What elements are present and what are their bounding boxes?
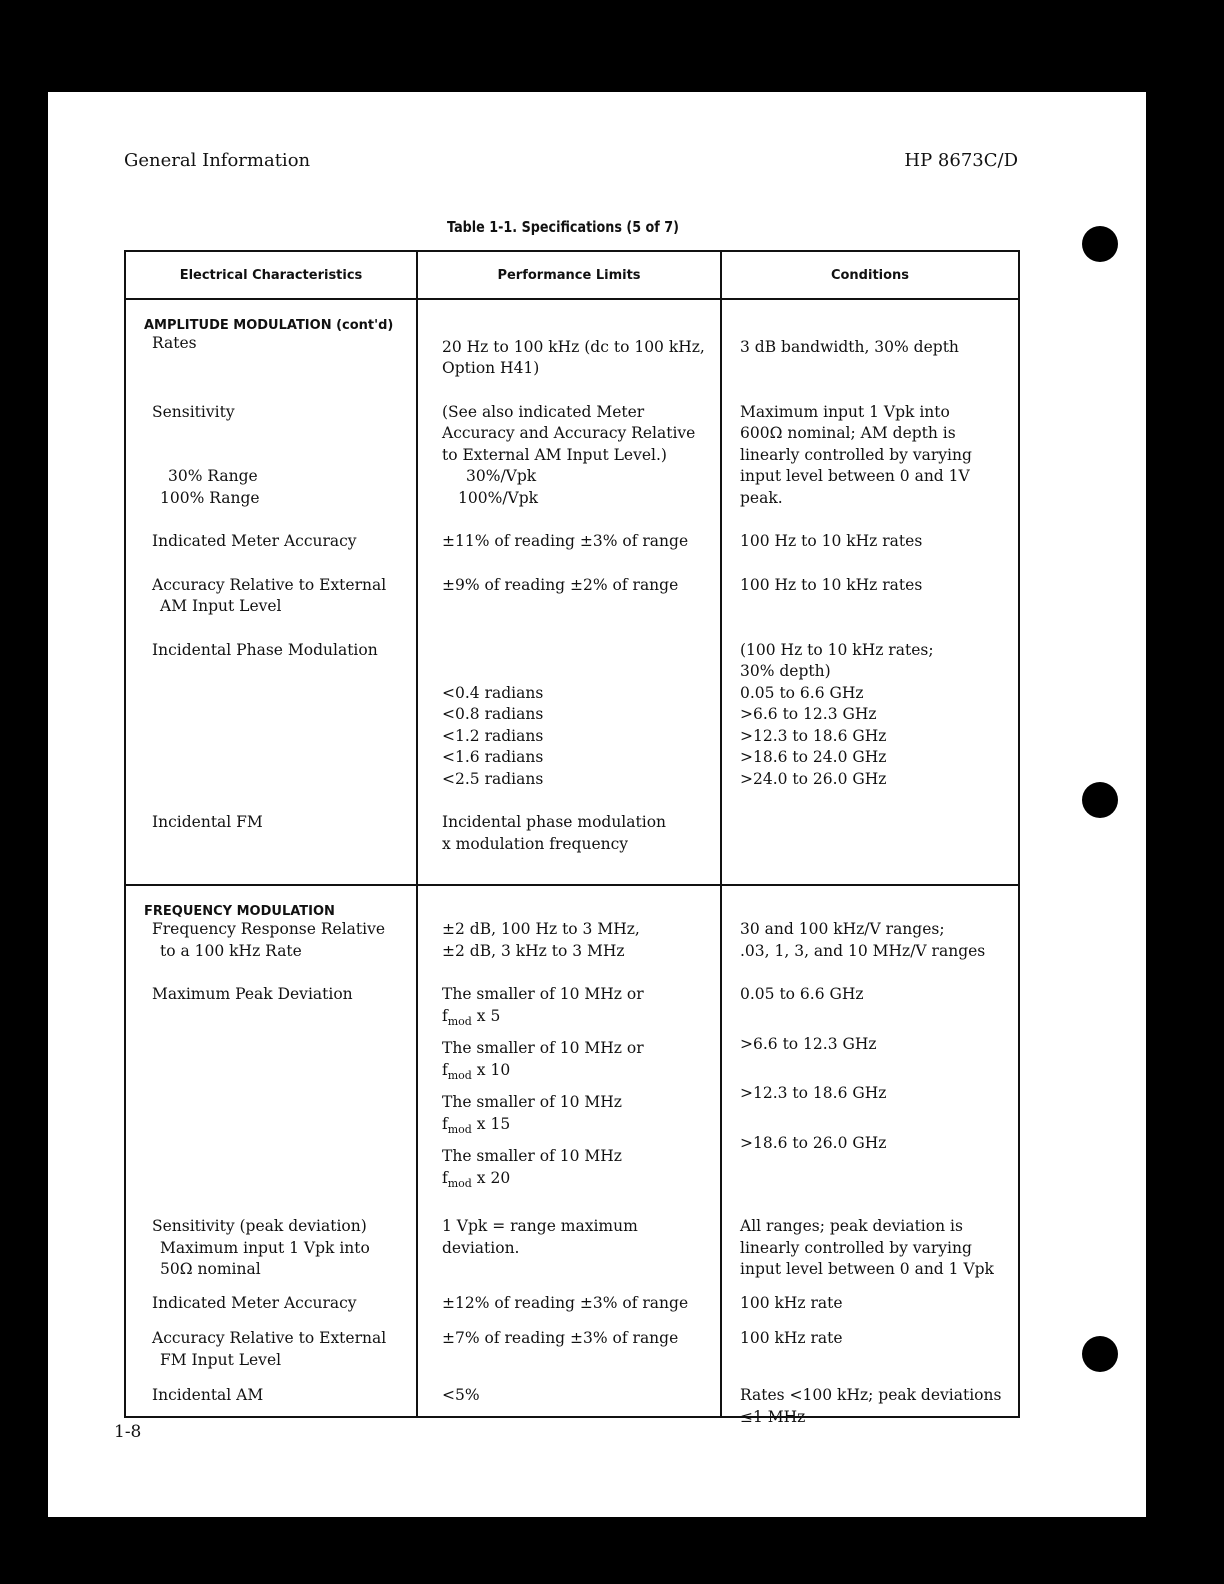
condition-text: 100 kHz rate bbox=[740, 1293, 843, 1312]
column-header: Conditions bbox=[830, 267, 910, 283]
limit-text: deviation. bbox=[442, 1238, 520, 1257]
condition-text: peak. bbox=[740, 488, 783, 507]
limit-text: $f_{mod}$ x 15 bbox=[442, 1114, 511, 1136]
row-label: Indicated Meter Accuracy bbox=[152, 532, 357, 550]
section-title: AMPLITUDE MODULATION (cont'd) bbox=[144, 318, 394, 333]
row-label: Incidental Phase Modulation bbox=[152, 640, 378, 659]
fm-section bbox=[126, 886, 1018, 1426]
condition-text: .03, 1, 3, and 10 MHz/V ranges bbox=[740, 941, 986, 960]
table-row bbox=[126, 984, 1018, 1194]
condition-text: 30 and 100 kHz/V ranges; bbox=[740, 920, 945, 938]
condition-text: input level between 0 and 1V bbox=[740, 467, 970, 485]
limit-text: $f_{mod}$ x 10 bbox=[442, 1060, 511, 1082]
limit-text: ±11% of reading ±3% of range bbox=[442, 532, 689, 550]
limit-text: <1.2 radians bbox=[442, 726, 544, 745]
table-title: Table 1-1. Specifications (5 of 7) bbox=[447, 218, 679, 236]
row-label: Indicated Meter Accuracy bbox=[152, 1293, 357, 1312]
limit-text: 1 Vpk = range maximum bbox=[442, 1217, 638, 1236]
limit-text: 30%/Vpk bbox=[466, 467, 537, 485]
limit-text: ±9% of reading ±2% of range bbox=[442, 575, 679, 594]
document-page bbox=[48, 92, 1146, 1517]
limit-text: ±12% of reading ±3% of range bbox=[442, 1293, 689, 1312]
condition-text: >24.0 to 26.0 GHz bbox=[740, 769, 887, 788]
condition-text: >18.6 to 24.0 GHz bbox=[740, 748, 887, 766]
limit-text: Incidental phase modulation bbox=[442, 813, 667, 831]
punch-hole-icon bbox=[1082, 226, 1118, 262]
condition-text: linearly controlled by varying bbox=[740, 1238, 972, 1257]
table-row bbox=[126, 1385, 1018, 1428]
limit-text: $f_{mod}$ x 5 bbox=[442, 1006, 501, 1028]
condition-text: 0.05 to 6.6 GHz bbox=[740, 985, 864, 1003]
row-label: Sensitivity bbox=[152, 402, 235, 421]
limit-text: The smaller of 10 MHz or bbox=[442, 985, 644, 1003]
limit-text: The smaller of 10 MHz bbox=[442, 1093, 622, 1112]
row-label: 30% Range bbox=[168, 467, 258, 485]
row-label: Frequency Response Relative bbox=[152, 920, 386, 938]
limit-text: The smaller of 10 MHz bbox=[442, 1147, 622, 1166]
column-header: Electrical Characteristics bbox=[126, 252, 418, 298]
table-row bbox=[126, 812, 1018, 855]
am-section bbox=[126, 300, 1018, 886]
condition-text: 100 Hz to 10 kHz rates bbox=[740, 575, 923, 594]
header-section-title: General Information bbox=[124, 150, 311, 171]
row-label: Maximum Peak Deviation bbox=[152, 985, 353, 1003]
row-label: Sensitivity (peak deviation) bbox=[152, 1217, 367, 1236]
row-label: Maximum input 1 Vpk into bbox=[160, 1238, 370, 1257]
condition-text: >18.6 to 26.0 GHz bbox=[740, 1133, 887, 1152]
punch-hole-icon bbox=[1082, 1336, 1118, 1372]
row-label: FM Input Level bbox=[160, 1350, 282, 1369]
row-label: Rates bbox=[152, 334, 197, 352]
row-label: Incidental FM bbox=[152, 813, 263, 831]
limit-text: x modulation frequency bbox=[442, 834, 629, 853]
condition-text: 600Ω nominal; AM depth is bbox=[740, 424, 956, 442]
limit-text: <5% bbox=[442, 1386, 480, 1405]
table-row bbox=[126, 1328, 1018, 1371]
condition-text: input level between 0 and 1 Vpk bbox=[740, 1260, 994, 1279]
limit-text: 20 Hz to 100 kHz (dc to 100 kHz, bbox=[442, 337, 705, 356]
limit-text: The smaller of 10 MHz or bbox=[442, 1039, 644, 1058]
limit-text: Accuracy and Accuracy Relative bbox=[442, 424, 696, 442]
condition-text: >6.6 to 12.3 GHz bbox=[740, 705, 877, 723]
condition-text: All ranges; peak deviation is bbox=[740, 1217, 963, 1236]
condition-text: Maximum input 1 Vpk into bbox=[740, 402, 950, 421]
table-row bbox=[126, 333, 1018, 380]
table-row bbox=[126, 575, 1018, 618]
condition-text: linearly controlled by varying bbox=[740, 445, 972, 464]
limit-text: Option H41) bbox=[442, 359, 540, 377]
condition-text: >12.3 to 18.6 GHz bbox=[740, 1084, 887, 1102]
condition-text: ≤1 MHz bbox=[740, 1407, 806, 1426]
page-number: 1-8 bbox=[114, 1422, 142, 1442]
limit-text: $f_{mod}$ x 20 bbox=[442, 1168, 511, 1190]
condition-text: >6.6 to 12.3 GHz bbox=[740, 1034, 877, 1053]
condition-text: (100 Hz to 10 kHz rates; bbox=[740, 640, 934, 659]
limit-text: ±2 dB, 3 kHz to 3 MHz bbox=[442, 941, 625, 960]
header-model-number: HP 8673C/D bbox=[904, 150, 1018, 171]
row-label: 100% Range bbox=[160, 488, 260, 507]
limit-text: ±7% of reading ±3% of range bbox=[442, 1329, 679, 1348]
row-label: AM Input Level bbox=[160, 597, 282, 615]
condition-text: Rates <100 kHz; peak deviations bbox=[740, 1386, 1002, 1405]
condition-text: >12.3 to 18.6 GHz bbox=[740, 726, 887, 745]
column-header: Performance Limits bbox=[418, 252, 722, 298]
limit-text: <0.8 radians bbox=[442, 705, 544, 723]
row-label: Accuracy Relative to External bbox=[152, 1329, 387, 1348]
table-row bbox=[126, 531, 1018, 553]
table-row bbox=[126, 1216, 1018, 1281]
condition-text: 3 dB bandwidth, 30% depth bbox=[740, 337, 959, 356]
condition-text: 100 kHz rate bbox=[740, 1329, 843, 1348]
condition-text: 100 Hz to 10 kHz rates bbox=[740, 532, 923, 550]
section-title: FREQUENCY MODULATION bbox=[144, 904, 335, 919]
specifications-table bbox=[124, 250, 1020, 1426]
condition-text: 0.05 to 6.6 GHz bbox=[740, 683, 864, 702]
row-label: 50Ω nominal bbox=[160, 1260, 261, 1279]
table-row bbox=[126, 1293, 1018, 1315]
row-label: to a 100 kHz Rate bbox=[160, 941, 302, 960]
limit-text: to External AM Input Level.) bbox=[442, 445, 667, 464]
limit-text: (See also indicated Meter bbox=[442, 402, 645, 421]
row-label: Incidental AM bbox=[152, 1386, 264, 1405]
table-row bbox=[126, 640, 1018, 791]
limit-text: <2.5 radians bbox=[442, 769, 544, 788]
table-row bbox=[126, 402, 1018, 510]
table-row bbox=[126, 919, 1018, 962]
limit-text: <1.6 radians bbox=[442, 748, 544, 766]
table-header bbox=[126, 252, 1018, 300]
row-label: Accuracy Relative to External bbox=[152, 575, 387, 594]
limit-text: <0.4 radians bbox=[442, 683, 544, 702]
condition-text: 30% depth) bbox=[740, 662, 831, 680]
limit-text: ±2 dB, 100 Hz to 3 MHz, bbox=[442, 920, 640, 938]
punch-hole-icon bbox=[1082, 782, 1118, 818]
limit-text: 100%/Vpk bbox=[458, 488, 539, 507]
